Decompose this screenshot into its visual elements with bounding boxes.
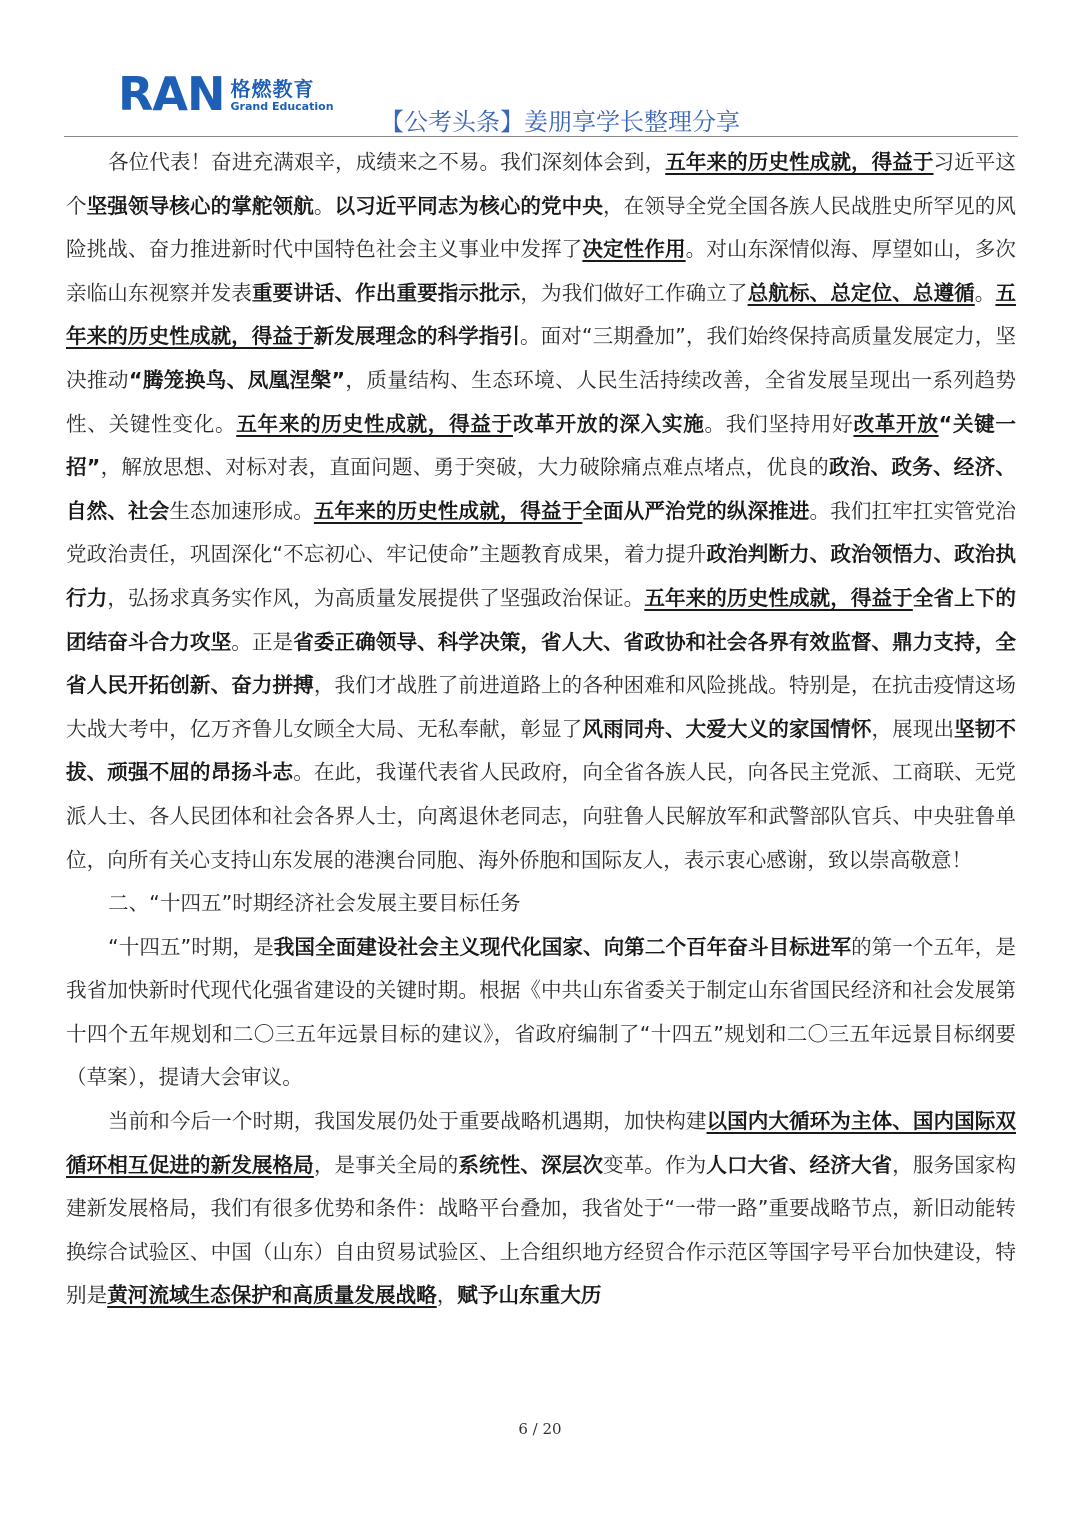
paragraph-development-pattern: 当前和今后一个时期，我国发展仍处于重要战略机遇期，加快构建以国内大循环为主体、国内国际双循环相互促进的新发展格局，是事关全局的系统性、深层次变革。作为人口大省、经济大省，服务国家构建新发展格局，我们有很多优势和条件：战略平台叠加，我省处于“一带一路”重要战略节点，新旧动能转换综合试验区、中国（山东）自由贸易试验区、上合组织地方经贸合作示范区等国字号平台加快建设，特别是黄河流域生态保护和高质量发展战略，赋予山东重大历 [66,1109,1017,1308]
logo-english-name: Grand Education [230,100,334,113]
brand-logo [118,67,334,121]
section-heading: 二、“十四五”时期经济社会发展主要目标任务 [108,891,521,916]
document-body [66,141,1016,1318]
page-number: 6 / 20 [518,1420,562,1438]
logo-chinese-name: 格燃教育 [230,77,315,101]
logo-mark: RAN [118,67,225,121]
paragraph-14th-plan: “十四五”时期，是我国全面建设社会主义现代化国家、向第二个百年奋斗目标进军的第一个五年，是我省加快新时代现代化强省建设的关键时期。根据《中共山东省委关于制定山东省国民经济和社会发展第十四个五年规划和二〇三五年远景目标的建议》，省政府编制了“十四五”规划和二〇三五年远景目标纲要（草案），提请大会审议。 [66,934,1017,1090]
header-divider [64,136,1018,137]
header-tagline: 【公考头条】姜朋享学长整理分享 [380,108,740,136]
document-header [0,0,1080,140]
paragraph-achievements: 各位代表！奋进充满艰辛，成绩来之不易。我们深刻体会到，五年来的历史性成就，得益于习近平这个坚强领导核心的掌舵领航。以习近平同志为核心的党中央，在领导全党全国各族人民战胜史所罕见的风险挑战、奋力推进新时代中国特色社会主义事业中发挥了决定性作用。对山东深情似海、厚望如山，多次亲临山东视察并发表重要讲话、作出重要指示批示，为我们做好工作确立了总航标、总定位、总遵循。五年来的历史性成就，得益于新发展理念的科学指引。面对“三期叠加”，我们始终保持高质量发展定力，坚决推动“腾笼换鸟、凤凰涅槃”，质量结构、生态环境、人民生活持续改善，全省发展呈现出一系列趋势性、关键性变化。五年来的历史性成就，得益于改革开放的深入实施。我们坚持用好改革开放“关键一招”，解放思想、对标对表，直面问题、勇于突破，大力破除痛点难点堵点，优良的政治、政务、经济、自然、社会生态加速形成。五年来的历史性成就，得益于全面从严治党的纵深推进。我们扛牢扛实管党治党政治责任，巩固深化“不忘初心、牢记使命”主题教育成果，着力提升政治判断力、政治领悟力、政治执行力，弘扬求真务实作风，为高质量发展提供了坚强政治保证。五年来的历史性成就，得益于全省上下的团结奋斗合力攻坚。正是省委正确领导、科学决策，省人大、省政协和社会各界有效监督、鼎力支持，全省人民开拓创新、奋力拼搏，我们才战胜了前进道路上的各种困难和风险挑战。特别是，在抗击疫情这场大战大考中，亿万齐鲁儿女顾全大局、无私奉献，彰显了风雨同舟、大爱大义的家国情怀，展现出坚韧不拔、顽强不屈的昂扬斗志。在此，我谨代表省人民政府，向全省各族人民，向各民主党派、工商联、无党派人士、各人民团体和社会各界人士，向离退休老同志，向驻鲁人民解放军和武警部队官兵、中央驻鲁单位，向所有关心支持山东发展的港澳台同胞、海外侨胞和国际友人，表示衷心感谢，致以崇高敬意！ [66,150,1017,872]
